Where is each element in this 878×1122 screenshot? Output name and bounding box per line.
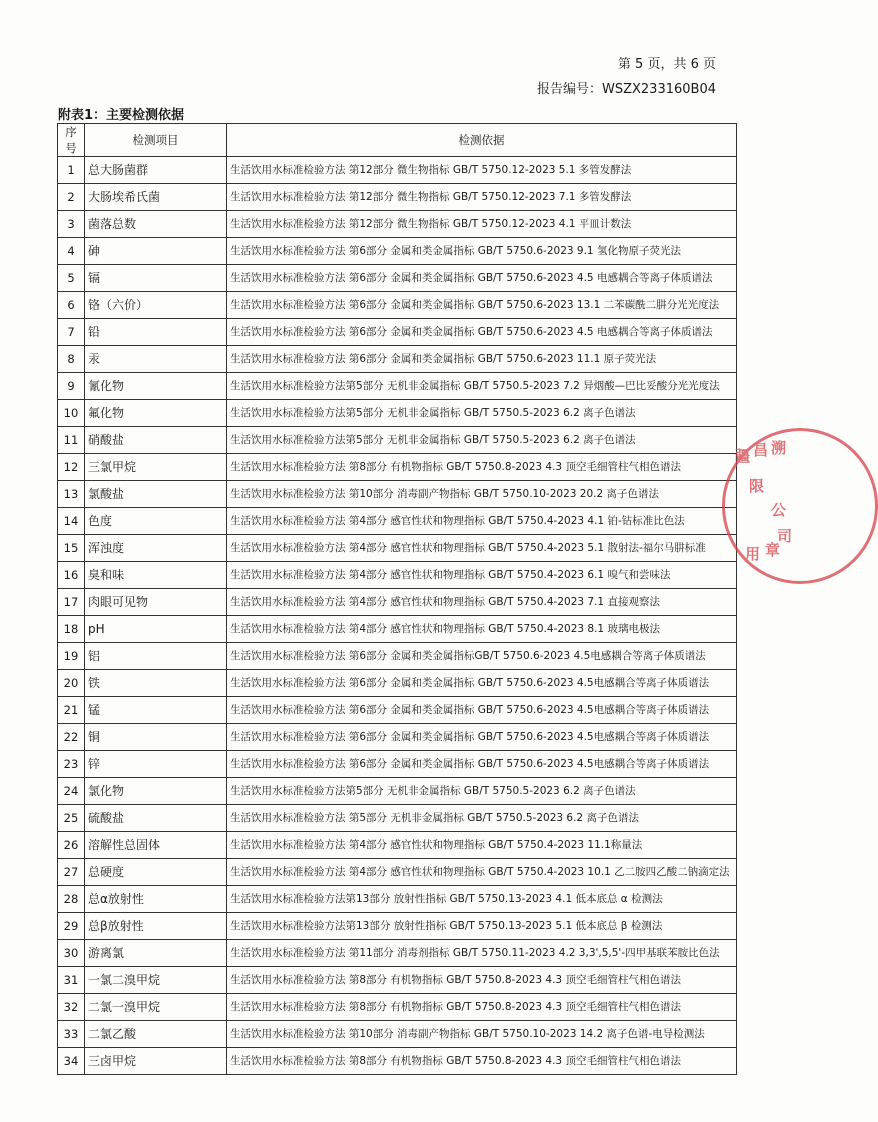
row-number: 7 [58,319,85,346]
row-number: 19 [58,643,85,670]
table-row [58,724,737,751]
test-method: 生活饮用水标准检验方法 第6部分 金属和类金属指标GB/T 5750.6-2023 4.5电感耦合等离子体质谱法 [227,643,737,670]
test-item: 一氯二溴甲烷 [85,967,227,994]
row-number: 25 [58,805,85,832]
row-number: 11 [58,427,85,454]
test-item: 大肠埃希氏菌 [85,184,227,211]
table-row [58,508,737,535]
table-row [58,265,737,292]
table-row [58,292,737,319]
table-row [58,1048,737,1075]
test-item: 铬（六价） [85,292,227,319]
table-row [58,1021,737,1048]
table-row [58,832,737,859]
page-header [537,52,716,102]
test-item: 二氯乙酸 [85,1021,227,1048]
table-row [58,805,737,832]
row-number: 15 [58,535,85,562]
test-method: 生活饮用水标准检验方法 第8部分 有机物指标 GB/T 5750.8-2023 4.3 顶空毛细管柱气相色谱法 [227,994,737,1021]
row-number: 12 [58,454,85,481]
table-row [58,859,737,886]
row-number: 33 [58,1021,85,1048]
table-row [58,481,737,508]
test-item: 臭和味 [85,562,227,589]
test-item: pH [85,616,227,643]
test-item: 色度 [85,508,227,535]
column-header-method: 检测依据 [227,124,737,157]
test-method: 生活饮用水标准检验方法 第12部分 微生物指标 GB/T 5750.12-2023 4.1 平皿计数法 [227,211,737,238]
table-row [58,157,737,184]
table-row [58,967,737,994]
row-number: 5 [58,265,85,292]
test-method: 生活饮用水标准检验方法 第4部分 感官性状和物理指标 GB/T 5750.4-2023 4.1 铂-钴标准比色法 [227,508,737,535]
test-item: 砷 [85,238,227,265]
test-method: 生活饮用水标准检验方法 第10部分 消毒副产物指标 GB/T 5750.10-2023 20.2 离子色谱法 [227,481,737,508]
table-row [58,994,737,1021]
row-number: 31 [58,967,85,994]
test-method: 生活饮用水标准检验方法 第6部分 金属和类金属指标 GB/T 5750.6-2023 4.5 电感耦合等离子体质谱法 [227,319,737,346]
row-number: 22 [58,724,85,751]
test-item: 铝 [85,643,227,670]
row-number: 6 [58,292,85,319]
test-item: 三卤甲烷 [85,1048,227,1075]
seal-char: 用 [745,545,761,563]
test-item: 总大肠菌群 [85,157,227,184]
test-method: 生活饮用水标准检验方法 第10部分 消毒副产物指标 GB/T 5750.10-2023 14.2 离子色谱-电导检测法 [227,1021,737,1048]
report-number: 报告编号：WSZX233160B04 [536,82,716,97]
test-item: 铜 [85,724,227,751]
column-header-item: 检测项目 [85,124,227,157]
table-row [58,211,737,238]
table-row [58,913,737,940]
seal-char: 疆 [735,447,751,465]
test-item: 二氯一溴甲烷 [85,994,227,1021]
test-method: 生活饮用水标准检验方法第5部分 无机非金属指标 GB/T 5750.5-2023 7.2 异烟酸—巴比妥酸分光光度法 [227,373,737,400]
test-method: 生活饮用水标准检验方法 第6部分 金属和类金属指标 GB/T 5750.6-2023 11.1 原子荧光法 [227,346,737,373]
test-method: 生活饮用水标准检验方法 第8部分 有机物指标 GB/T 5750.8-2023 4.3 顶空毛细管柱气相色谱法 [227,967,737,994]
test-item: 肉眼可见物 [85,589,227,616]
table-row [58,562,737,589]
row-number: 28 [58,886,85,913]
row-number: 20 [58,670,85,697]
test-item: 氟化物 [85,400,227,427]
test-method: 生活饮用水标准检验方法第5部分 无机非金属指标 GB/T 5750.5-2023 6.2 离子色谱法 [227,427,737,454]
table-row [58,319,737,346]
test-method: 生活饮用水标准检验方法 第4部分 感官性状和物理指标 GB/T 5750.4-2023 5.1 散射法-福尔马肼标准 [227,535,737,562]
table-row [58,940,737,967]
test-method: 生活饮用水标准检验方法 第6部分 金属和类金属指标 GB/T 5750.6-2023 9.1 氢化物原子荧光法 [227,238,737,265]
test-method: 生活饮用水标准检验方法 第6部分 金属和类金属指标 GB/T 5750.6-2023 4.5 电感耦合等离子体质谱法 [227,265,737,292]
test-method: 生活饮用水标准检验方法第13部分 放射性指标 GB/T 5750.13-2023 5.1 低本底总 β 检测法 [227,913,737,940]
row-number: 34 [58,1048,85,1075]
test-item: 三氯甲烷 [85,454,227,481]
test-method: 生活饮用水标准检验方法 第4部分 感官性状和物理指标 GB/T 5750.4-2023 6.1 嗅气和尝味法 [227,562,737,589]
row-number: 32 [58,994,85,1021]
row-number: 17 [58,589,85,616]
test-method: 生活饮用水标准检验方法 第4部分 感官性状和物理指标 GB/T 5750.4-2023 7.1 直接观察法 [227,589,737,616]
detection-basis-table [57,123,737,1075]
test-item: 氰化物 [85,373,227,400]
row-number: 13 [58,481,85,508]
row-number: 27 [58,859,85,886]
test-item: 氯化物 [85,778,227,805]
test-item: 总硬度 [85,859,227,886]
row-number: 26 [58,832,85,859]
test-method: 生活饮用水标准检验方法 第12部分 微生物指标 GB/T 5750.12-2023 5.1 多管发酵法 [227,157,737,184]
table-body [58,157,737,1075]
test-method: 生活饮用水标准检验方法 第6部分 金属和类金属指标 GB/T 5750.6-2023 4.5电感耦合等离子体质谱法 [227,697,737,724]
row-number: 10 [58,400,85,427]
test-item: 总β放射性 [85,913,227,940]
test-item: 锰 [85,697,227,724]
table-row [58,886,737,913]
table-row [58,616,737,643]
seal-char: 司 [777,527,793,545]
row-number: 1 [58,157,85,184]
test-item: 镉 [85,265,227,292]
test-item: 浑浊度 [85,535,227,562]
test-method: 生活饮用水标准检验方法 第12部分 微生物指标 GB/T 5750.12-2023 7.1 多管发酵法 [227,184,737,211]
test-method: 生活饮用水标准检验方法 第6部分 金属和类金属指标 GB/T 5750.6-2023 4.5电感耦合等离子体质谱法 [227,670,737,697]
row-number: 29 [58,913,85,940]
table-row [58,373,737,400]
table-row [58,778,737,805]
test-item: 硝酸盐 [85,427,227,454]
test-method: 生活饮用水标准检验方法 第4部分 感官性状和物理指标 GB/T 5750.4-2023 11.1称量法 [227,832,737,859]
test-item: 铁 [85,670,227,697]
test-item: 铅 [85,319,227,346]
row-number: 14 [58,508,85,535]
row-number: 9 [58,373,85,400]
row-number: 18 [58,616,85,643]
table-row [58,589,737,616]
table-row [58,346,737,373]
table-row [58,184,737,211]
test-item: 硫酸盐 [85,805,227,832]
seal-char: 昌 [753,441,769,459]
company-seal [722,428,878,584]
table-header-row [58,124,737,157]
test-item: 游离氯 [85,940,227,967]
test-method: 生活饮用水标准检验方法第5部分 无机非金属指标 GB/T 5750.5-2023 6.2 离子色谱法 [227,400,737,427]
test-method: 生活饮用水标准检验方法 第6部分 金属和类金属指标 GB/T 5750.6-2023 4.5电感耦合等离子体质谱法 [227,751,737,778]
row-number: 21 [58,697,85,724]
table-row [58,400,737,427]
column-header-no: 序号 [58,124,85,157]
test-method: 生活饮用水标准检验方法第5部分 无机非金属指标 GB/T 5750.5-2023 6.2 离子色谱法 [227,778,737,805]
test-item: 总α放射性 [85,886,227,913]
row-number: 23 [58,751,85,778]
seal-char: 公 [771,501,787,519]
test-method: 生活饮用水标准检验方法 第11部分 消毒剂指标 GB/T 5750.11-2023 4.2 3,3',5,5'-四甲基联苯胺比色法 [227,940,737,967]
row-number: 3 [58,211,85,238]
test-method: 生活饮用水标准检验方法 第8部分 有机物指标 GB/T 5750.8-2023 4.3 顶空毛细管柱气相色谱法 [227,1048,737,1075]
seal-char: 限 [749,477,765,495]
row-number: 4 [58,238,85,265]
test-method: 生活饮用水标准检验方法 第6部分 金属和类金属指标 GB/T 5750.6-2023 4.5电感耦合等离子体质谱法 [227,724,737,751]
test-item: 氯酸盐 [85,481,227,508]
table-row [58,427,737,454]
test-item: 菌落总数 [85,211,227,238]
test-method: 生活饮用水标准检验方法 第6部分 金属和类金属指标 GB/T 5750.6-2023 13.1 二苯碳酰二肼分光光度法 [227,292,737,319]
test-item: 汞 [85,346,227,373]
row-number: 2 [58,184,85,211]
test-method: 生活饮用水标准检验方法 第8部分 有机物指标 GB/T 5750.8-2023 4.3 顶空毛细管柱气相色谱法 [227,454,737,481]
row-number: 30 [58,940,85,967]
row-number: 16 [58,562,85,589]
test-item: 锌 [85,751,227,778]
test-item: 溶解性总固体 [85,832,227,859]
table-row [58,238,737,265]
test-method: 生活饮用水标准检验方法 第5部分 无机非金属指标 GB/T 5750.5-2023 6.2 离子色谱法 [227,805,737,832]
row-number: 24 [58,778,85,805]
seal-char: 章 [765,541,781,559]
test-method: 生活饮用水标准检验方法 第4部分 感官性状和物理指标 GB/T 5750.4-2023 10.1 乙二胺四乙酸二钠滴定法 [227,859,737,886]
table-row [58,670,737,697]
row-number: 8 [58,346,85,373]
table-row [58,751,737,778]
table-row [58,535,737,562]
table-row [58,454,737,481]
test-method: 生活饮用水标准检验方法 第4部分 感官性状和物理指标 GB/T 5750.4-2023 8.1 玻璃电极法 [227,616,737,643]
table-caption: 附表1：主要检测依据 [58,108,185,123]
table-row [58,643,737,670]
test-method: 生活饮用水标准检验方法第13部分 放射性指标 GB/T 5750.13-2023 4.1 低本底总 α 检测法 [227,886,737,913]
table-row [58,697,737,724]
seal-char: 溯 [771,439,787,457]
page-number: 第 5 页，共 6 页 [617,57,716,72]
